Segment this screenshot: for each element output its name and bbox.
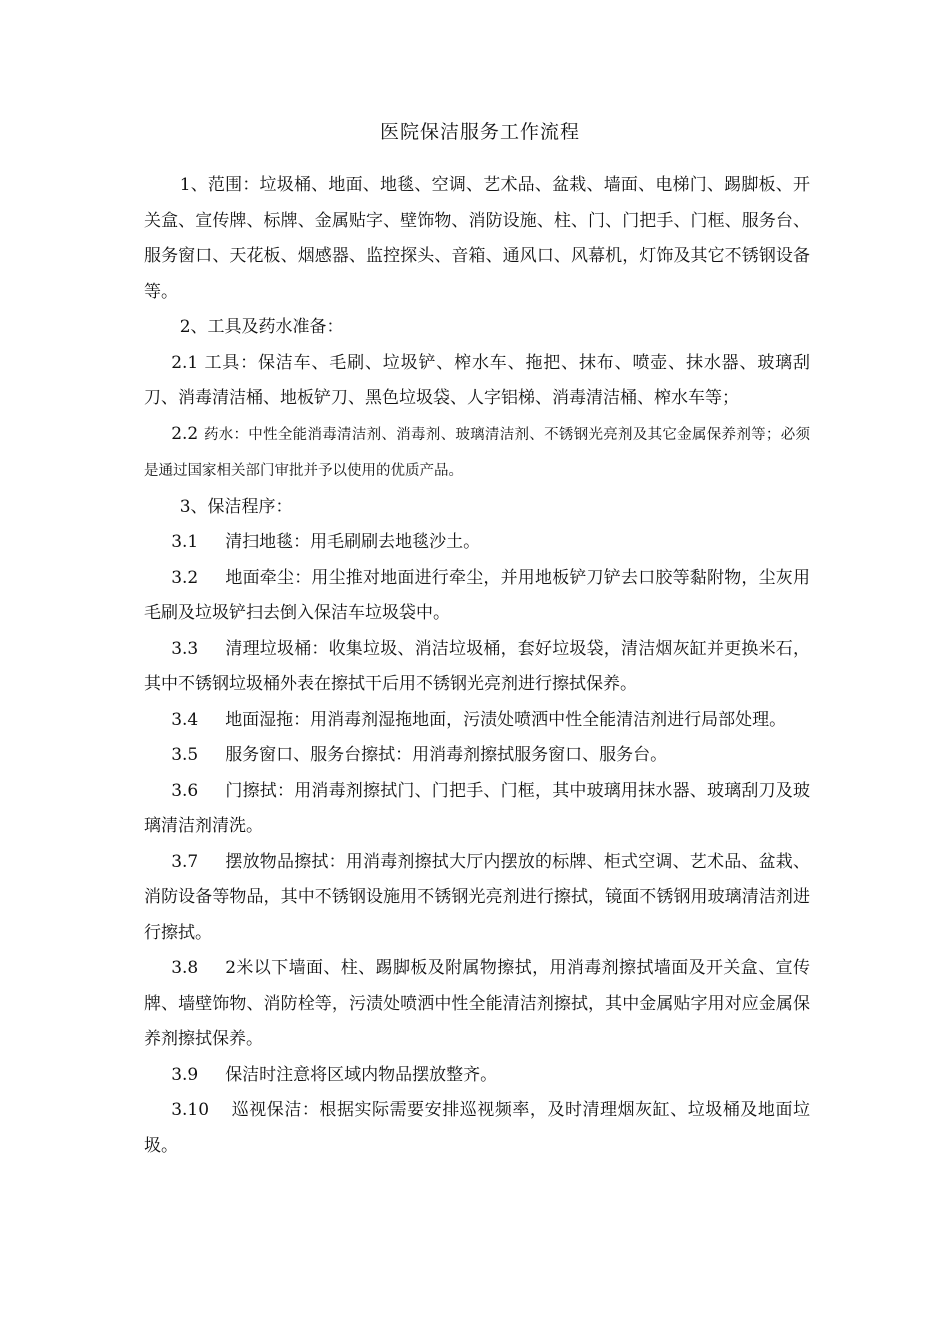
step-text: 地面牵尘：用尘推对地面进行牵尘，并用地板铲刀铲去口胶等黏附物，尘灰用毛刷及垃圾铲扫去倒入保洁车垃圾袋中。 — [144, 567, 810, 623]
step-3-1 — [144, 525, 810, 561]
tools-heading: 2、工具及药水准备： — [179, 317, 344, 337]
tools-paragraph: 2.1 工具：保洁车、毛刷、垃圾铲、榨水车、拖把、抹布、喷壶、抹水器、玻璃刮刀、消毒清洁桶、地板铲刀、黑色垃圾袋、人字铝梯、消毒清洁桶、榨水车等； — [144, 352, 810, 408]
step-number: 3.5 — [171, 745, 199, 765]
step-number: 3.6 — [171, 780, 199, 801]
step-3-3 — [144, 632, 810, 703]
step-3-5 — [144, 738, 810, 774]
procedure-heading: 3、保洁程序： — [179, 496, 293, 517]
chemicals-text: 药水：中性全能消毒清洁剂、消毒剂、玻璃清洁剂、不锈钢光亮剂及其它金属保养剂等；必须是通过国家相关部门审批并予以使用的优质产品。 — [144, 426, 811, 479]
step-number: 3.8 — [171, 958, 199, 978]
step-text: 清理垃圾桶：收集垃圾、消洁垃圾桶，套好垃圾袋，清洁烟灰缸并更换米石，其中不锈钢垃圾桶外表在擦拭干后用不锈钢光亮剂进行擦拭保养。 — [144, 638, 810, 694]
step-text: 服务窗口、服务台擦拭：用消毒剂擦拭服务窗口、服务台。 — [225, 745, 668, 765]
scope-paragraph: 1、范围：垃圾桶、地面、地毯、空调、艺术品、盆栽、墙面、电梯门、踢脚板、开关盒、宣传牌、标牌、金属贴字、壁饰物、消防设施、柱、门、门把手、门框、服务台、服务窗口、天花板、烟感器、监控探头、音箱、通风口、风幕机，灯饰及其它不锈钢设备等。 — [144, 175, 810, 302]
chemicals-number: 2.2 — [171, 423, 199, 444]
step-number: 3.9 — [171, 1064, 199, 1085]
step-3-2 — [144, 561, 810, 632]
step-number: 3.7 — [171, 851, 199, 872]
step-3-6 — [144, 774, 810, 845]
step-3-7 — [144, 845, 810, 952]
chemicals-paragraph — [144, 417, 810, 490]
step-text: 2米以下墙面、柱、踢脚板及附属物擦拭，用消毒剂擦拭墙面及开关盒、宣传牌、墙壁饰物、消防栓等，污渍处喷洒中性全能清洁剂擦拭，其中金属贴字用对应金属保养剂擦拭保养。 — [144, 958, 810, 1049]
step-text: 门擦拭：用消毒剂擦拭门、门把手、门框，其中玻璃用抹水器、玻璃刮刀及玻璃清洁剂清洗。 — [144, 780, 810, 836]
document-title: 医院保洁服务工作流程 — [379, 121, 580, 143]
step-3-9 — [144, 1058, 810, 1094]
step-text: 巡视保洁：根据实际需要安排巡视频率，及时清理烟灰缸、垃圾桶及地面垃圾。 — [144, 1100, 810, 1156]
step-number: 3.4 — [171, 709, 199, 730]
step-number: 3.10 — [171, 1100, 210, 1120]
step-number: 3.2 — [171, 567, 199, 588]
step-number: 3.3 — [171, 638, 199, 659]
step-text: 地面湿拖：用消毒剂湿拖地面，污渍处喷洒中性全能清洁剂进行局部处理。 — [225, 709, 787, 730]
step-3-10 — [144, 1093, 810, 1164]
step-number: 3.1 — [171, 532, 199, 552]
step-text: 摆放物品擦拭：用消毒剂擦拭大厅内摆放的标牌、柜式空调、艺术品、盆栽、消防设备等物品，其中不锈钢设施用不锈钢光亮剂进行擦拭，镜面不锈钢用玻璃清洁剂进行擦拭。 — [144, 851, 810, 943]
step-text: 保洁时注意将区域内物品摆放整齐。 — [225, 1064, 498, 1085]
step-3-8 — [144, 951, 810, 1058]
step-3-4 — [144, 703, 810, 739]
step-text: 清扫地毯：用毛刷刷去地毯沙土。 — [225, 532, 481, 552]
